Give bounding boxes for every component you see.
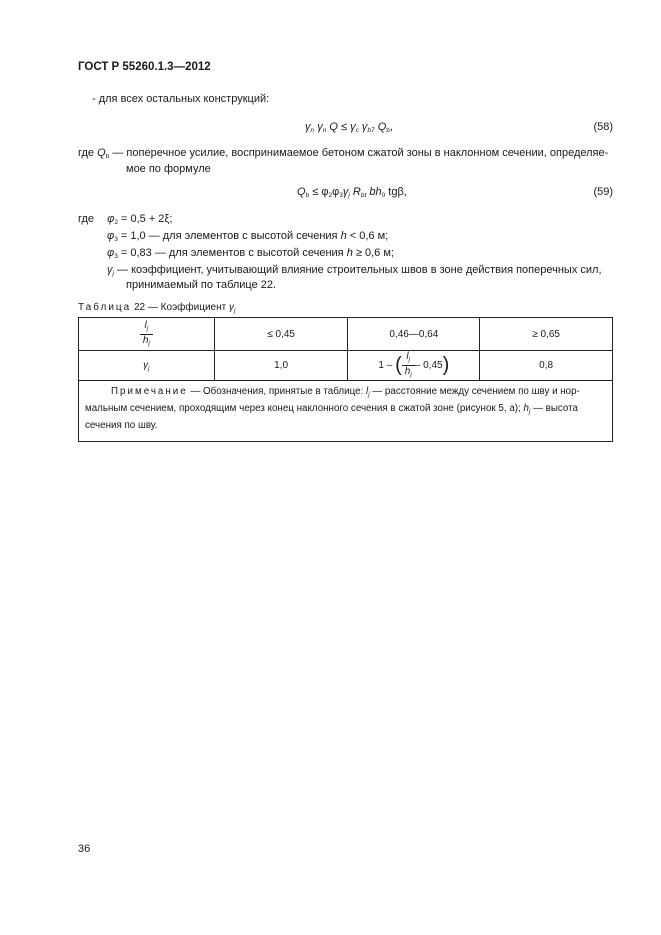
table-cell-ratio-header [79,318,215,351]
equation-59: $Q_b \le \varphi_2\varphi_3\gamma_j$ $R_{bt}$ $bh_0$ tgβ, [297,186,407,199]
equation-58: $\gamma_n$ $\gamma_n$ $Q \le \gamma_c$ $\gamma_{b7}$ $Q_b$, [305,121,393,134]
where-qb-line2: мое по формуле [126,163,211,175]
ratio-fraction: $\frac{l_j}{h_j}$ [402,351,415,380]
where-list-item-phi3-large: $\varphi_3 = 0,83$ — для элементов с высотой сечения h ≥ 0,6 м; [107,247,394,260]
table-22 [78,317,613,442]
table-row [79,351,613,381]
document-code-header: ГОСТ Р 55260.1.3—2012 [78,61,211,73]
table-cell: 0,8 [480,351,613,381]
table-note: Примечание — Обозначения, принятые в таблице: $l_j$ — расстояние между сечением по шву и нор- мальным сечением, проходящим через конец наклонного сечения в сжатой зоне (рисунок 5, а); $h_j$ — высота сечения по шву. [79,381,613,442]
page-number: 36 [78,843,91,855]
table-cell: ≥ 0,65 [480,318,613,351]
equation-59-number: (59) [593,186,613,198]
section-intro: - для всех остальных конструкций: [92,93,270,105]
where-list-item-gamma-line2: принимаемый по таблице 22. [126,279,277,291]
where-qb-line1: где $Q_b$ — поперечное усилие, воспринимаемое бетоном сжатой зоны в наклонном сечении, определяе- [78,147,609,160]
equation-58-number: (58) [593,121,613,133]
table-cell: 1,0 [214,351,348,381]
table-22-caption: Таблица 22 — Коэффициент $\gamma_j$ [78,302,236,314]
where-list-item-phi2: где $\varphi_2 = 0,5 + 2\xi$; [78,213,173,226]
where-list-item-gamma-line1: $\gamma_j$ — коэффициент, учитывающий влияние строительных швов в зоне действия поперечных сил, [107,264,602,277]
table-row [79,318,613,351]
where-list-item-phi3-small: $\varphi_3 = 1,0$ — для элементов с высотой сечения h < 0,6 м; [107,230,389,243]
ratio-fraction: $\frac{l_j}{h_j}$ [140,320,153,349]
table-cell: 0,46—0,64 [348,318,480,351]
table-cell-formula: 1 – ( $\frac{l_j}{h_j}$ – 0,45) [348,351,480,381]
table-cell-gamma: $\gamma_j$ [79,351,215,381]
table-cell: ≤ 0,45 [214,318,348,351]
table-note-row [79,381,613,442]
